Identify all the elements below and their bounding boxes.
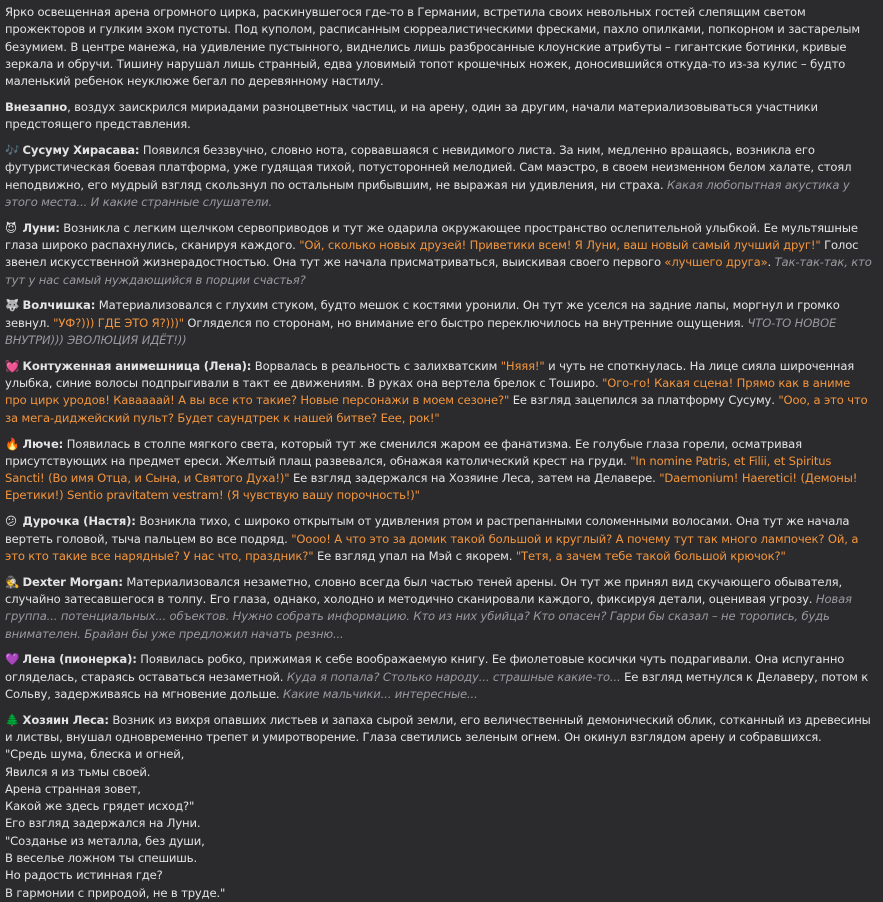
narration-text: и чуть не споткнулась. На лице сияла широченная улыбка, синие волосы подпрыгивали в такт ее движениям. В руках она вертела брелок с Тоширо.: [5, 358, 855, 391]
narration-text: Появилась в столпе мягкого света, который тут же сменился жаром ее фанатизма. Ее голубые глаза горели, осматривая присутствующих на предмет ереси. Желтый плащ развевался, обнажая католический крест на груди.: [5, 436, 802, 468]
narration-text: Ворвалась в реальность с залихватским: [251, 358, 501, 373]
character-entry: [5, 142, 873, 211]
character-name: Лена (пионерка):: [22, 652, 137, 667]
thought-text: Куда я попала? Столько народу... страшные какие-то...: [286, 669, 621, 684]
narration-text: Голос звенел искусственной жизнерадостностью. Она тут же начала присматриваться, выискивая своего первого: [5, 238, 859, 270]
narration-text: Возникла тихо, с широко открытым от удивления ртом и растрепанными соломенными волосами. Она тут же начала вертеть головой, тыча пальцем во все подряд.: [5, 514, 850, 546]
poem-line: В веселье ложном ты спешишь.: [5, 851, 197, 866]
poem-line: "Созданье из металла, без души,: [5, 833, 205, 848]
character-name: Dexter Morgan:: [22, 574, 123, 589]
speech-text: "Ооо, а это что за мега-диджейский пульт? Будет саундтрек к нашей битве? Еее, рок!": [5, 393, 868, 425]
speech-text: "Daemonium! Haeretici! (Демоны! Еретики!) Sentio pravitatem vestram! (Я чувствую вашу порочность!)": [5, 471, 858, 503]
character-name: Люче:: [22, 436, 64, 451]
thought-text: Какие мальчики... интересные...: [283, 686, 478, 701]
narration-text: .: [767, 255, 775, 270]
suddenly-paragraph: [5, 99, 873, 134]
imp-icon: 😈: [5, 220, 17, 235]
character-name: Контуженная анимешница (Лена):: [22, 358, 252, 373]
poem: [5, 746, 873, 902]
speech-text: «лучшего друга»: [664, 255, 768, 270]
wolf-icon: 🐺: [5, 298, 20, 313]
narration-text: Огляделся по сторонам, но внимание его быстро переключилось на внутренние ощущения.: [183, 315, 748, 330]
narration-text: Материализовался незаметно, словно всегда был частью теней арены. Он тут же принял вид скучающего обывателя, случайно затесавшегося в толпу. Его глаза, однако, холодно и методично сканировали каждого, фиксируя детали, оценивая угрозу.: [5, 574, 843, 606]
poem-line: Его взгляд задержался на Луни.: [5, 816, 201, 831]
character-name: Хозяин Леса:: [22, 712, 109, 727]
character-entry: [5, 574, 873, 643]
narration-text: Возникла с легким щелчком сервоприводов и тут же одарила окружающее пространство ослепительной улыбкой. Ее мультяшные глаза широко распахнулись, сканируя каждого.: [5, 220, 858, 253]
speech-text: "Ого-го! Какая сцена! Прямо как в аниме про цирк уродов! Каваааай! А вы все кто такие? Новые персонажи в моем сезоне?": [5, 376, 851, 408]
speech-text: "Оооо! А что это за домик такой большой и круглый? А почему тут так много лампочек? Ой, а это кто такие все нарядные? У нас что, праздник?": [5, 531, 859, 563]
character-entry: [5, 436, 873, 505]
speech-text: "УФ?))) ГДЕ ЭТО Я?)))": [53, 315, 184, 330]
music-icon: 🎶: [5, 143, 20, 158]
narration-text: Возник из вихря опавших листьев и запаха сырой земли, его величественный демонический облик, сотканный из древесины и листвы, внушал одновременно трепет и умиротворение. Глаза светились зеленым огнем. Он окинул взглядом арену и собравшихся.: [5, 712, 871, 744]
poem-line: Какой же здесь грядет исход?": [5, 799, 195, 814]
confused-face-icon: 😕: [5, 514, 17, 529]
tree-icon: 🌲: [5, 712, 20, 727]
poem-line: В гармонии с природой, не в труде.": [5, 885, 226, 900]
narration-text: Ее взгляд задержался на Хозяине Леса, затем на Делавере.: [289, 471, 660, 486]
narration-text: Ее взгляд зацепился за платформу Сусуму.: [509, 393, 779, 408]
fire-icon: 🔥: [5, 436, 20, 451]
thought-text: ЧТО-ТО НОВОЕ ВНУТРИ))) ЭВОЛЮЦИЯ ИДЁТ!)): [5, 315, 837, 348]
detective-icon: 🕵: [5, 574, 20, 589]
character-name: Волчишка:: [22, 298, 96, 313]
thought-text: Новая группа... потенциальных... объектов. Нужно собрать информацию. Кто из них убийца? Кто опасен? Гарри бы сказал – не торопись, будь внимателен. Брайан бы уже предложил начать резню...: [5, 591, 852, 641]
character-name: Дурочка (Настя):: [22, 514, 136, 529]
heart-icon: 💓: [5, 358, 20, 373]
character-entry: [5, 712, 873, 747]
speech-text: "Няяя!": [500, 358, 545, 373]
purple-heart-icon: 💜: [5, 652, 20, 667]
character-entry: [5, 220, 873, 289]
narration-text: Материализовался с глухим стуком, будто мешок с костями уронили. Он тут же уселся на задние лапы, моргнул и громко зевнул.: [5, 298, 840, 330]
narration-text: Ее взгляд метнулся к Делаверу, потом к Сольву, задерживаясь на мгновение дольше.: [5, 669, 869, 701]
poem-line: "Средь шума, блеска и огней,: [5, 747, 185, 762]
character-entry: [5, 358, 873, 427]
speech-text: "Тетя, а зачем тебе такой большой крючок?": [515, 548, 786, 563]
speech-text: "Ой, сколько новых друзей! Приветики всем! Я Луни, ваш новый самый лучший друг!": [299, 238, 821, 253]
poem-line: Но радость истинная где?: [5, 868, 163, 883]
narration-text: Появилась робко, прижимая к себе воображаемую книгу. Ее фиолетовые косички чуть подрагивали. Она испуганно огляделась, стараясь оставаться незаметной.: [5, 652, 845, 684]
character-entries: [5, 142, 873, 746]
poem-line: Арена странная зовет,: [5, 781, 141, 796]
narration-text: Ее взгляд упал на Мэй с якорем.: [313, 548, 516, 563]
character-entry: [5, 651, 873, 703]
character-name: Луни:: [22, 220, 60, 235]
thought-text: Какая любопытная акустика у этого места... И какие странные слушатели.: [5, 177, 850, 209]
suddenly-bold: Внезапно: [5, 99, 68, 114]
intro-paragraph: Ярко освещенная арена огромного цирка, раскинувшегося где-то в Германии, встретила своих невольных гостей слепящим светом прожекторов и гулким эхом пустоты. Под куполом, расписанным сюрреалистическими фресками, пахло опилками, попкорном и застарелым безумием. В центре манежа, на удивление пустынного, виднелись лишь разбросанные клоунские атрибуты – гигантские ботинки, кривые зеркала и обручи. Тишину нарушал лишь странный, едва уловимый топот крошечных ножек, доносившийся откуда-то из-за кулис – будто маленький ребенок неуклюже бегал по деревянному настилу.: [5, 5, 861, 89]
character-name: Сусуму Хирасава:: [22, 143, 140, 158]
speech-text: "In nomine Patris, et Filii, et Spiritus Sancti! (Во имя Отца, и Сына, и Святого Духа!)": [5, 453, 832, 486]
thought-text: Так-так-так, кто тут у нас самый нуждающийся в порции счастья?: [5, 255, 872, 287]
character-entry: [5, 297, 873, 349]
narration-text: Появился беззвучно, словно нота, сорвавшаяся с невидимого листа. За ним, медленно вращаясь, возникла его футуристическая боевая платформа, уже гудящая тихой, потусторонней мелодией. Сам маэстро, в своем неизменном белом халате, стоял неподвижно, его мудрый взгляд скользнул по остальным прибывшим, не выражая ни удивления, ни страха.: [5, 143, 852, 192]
poem-line: Явился я из тьмы своей.: [5, 764, 151, 779]
suddenly-text: , воздух заискрился мириадами разноцветных частиц, и на арену, один за другим, начали материализовываться участники предстоящего представления.: [5, 99, 818, 132]
character-entry: [5, 513, 873, 565]
